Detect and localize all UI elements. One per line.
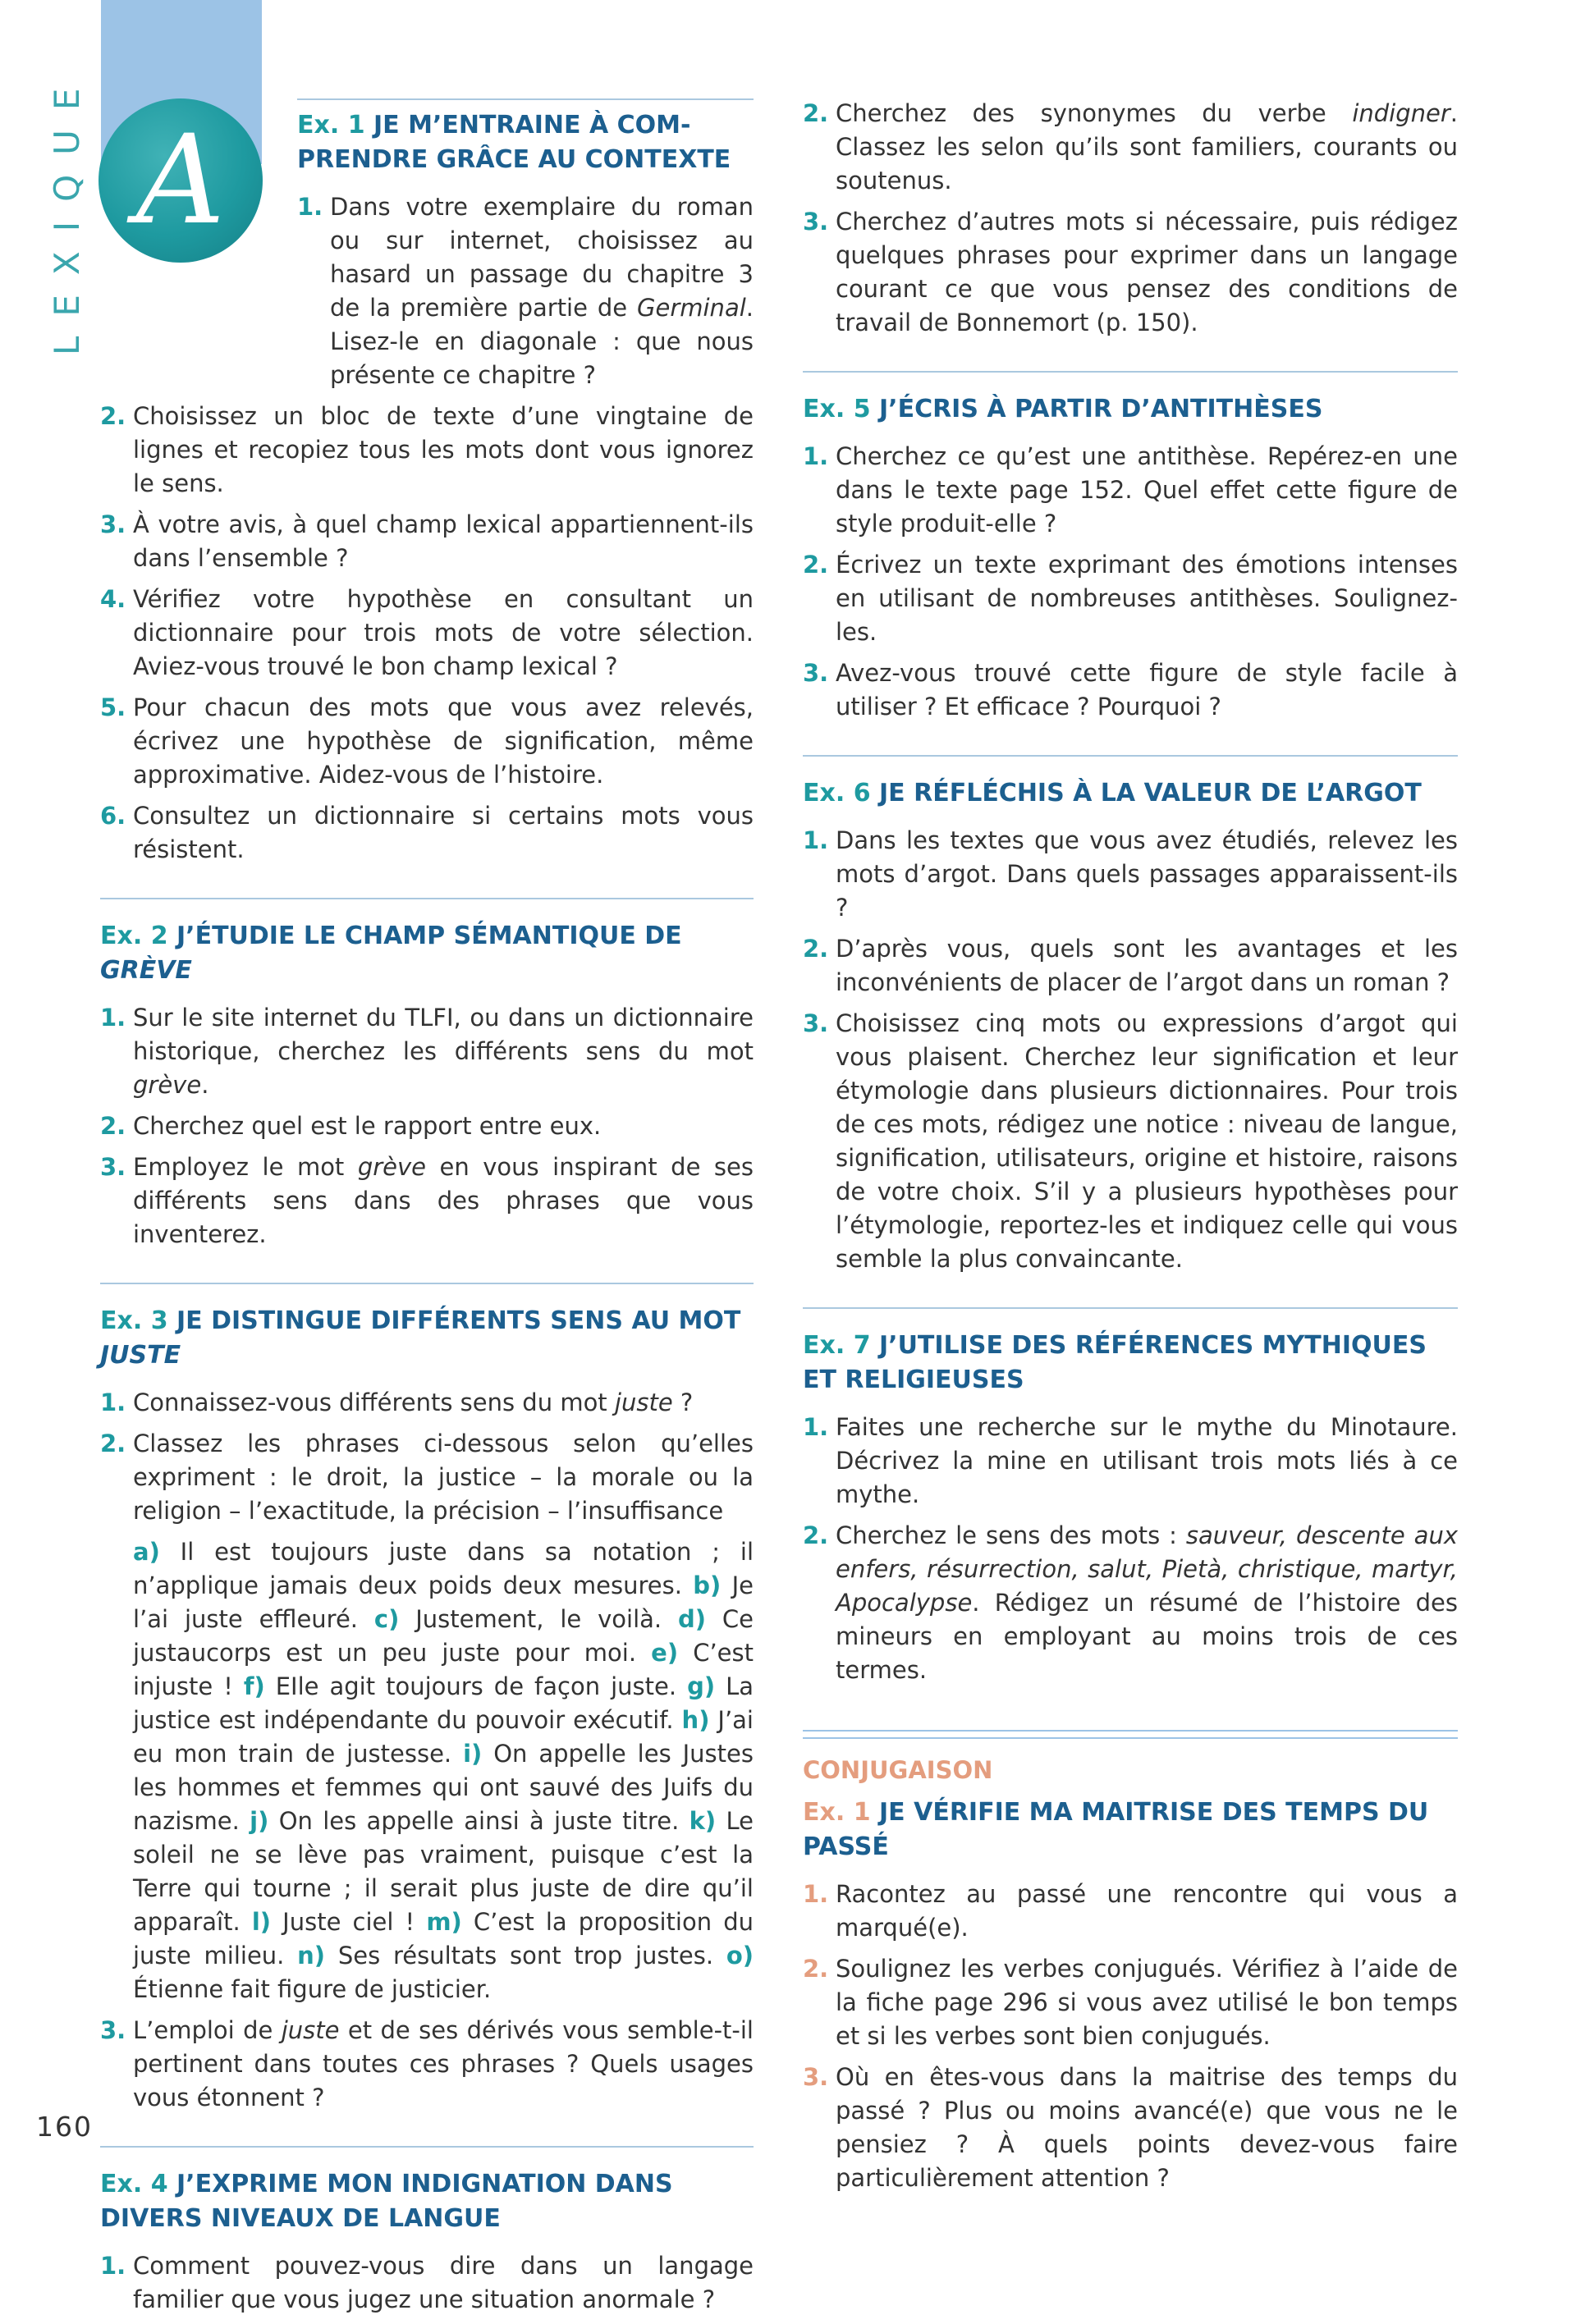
exercise-title-line1: J’UTILISE DES RÉFÉRENCES MYTHIQUES — [879, 1331, 1427, 1360]
exercise-title-text: J’ÉTUDIE LE CHAMP SÉMANTIQUE DE — [176, 922, 682, 950]
exercise-title — [100, 1304, 754, 1373]
list-item — [100, 1151, 754, 1251]
item-text: Comment pouvez-vous dire dans un langage familier que vous jugez une situation anormale ? — [133, 2252, 754, 2313]
list-item — [803, 1007, 1458, 1276]
list-item — [100, 508, 754, 575]
exercise-number: 4 — [150, 2170, 168, 2198]
exercise-6 — [803, 755, 1458, 1276]
item-text: Employez le mot — [133, 1153, 358, 1181]
exercise-rule — [803, 371, 1458, 373]
list-item — [100, 691, 754, 792]
sentence-key: l) — [251, 1908, 272, 1936]
exercise-title-text: J’EXPRIME MON INDIGNATION DANS DIVERS NIVEAUX DE LANGUE — [100, 2170, 673, 2233]
list-item — [100, 400, 754, 501]
exercise-1 — [297, 98, 754, 177]
item-text: Écrivez un texte exprimant des émotions intenses en utilisant de nombreuses antithèses. Soulignez-les. — [836, 551, 1458, 646]
right-column — [803, 97, 1458, 2203]
item-text: D’après vous, quels sont les avantages et les inconvénients de placer de l’argot dans un roman ? — [836, 935, 1458, 996]
exercise-7-list — [803, 1411, 1458, 1687]
item-text: Avez-vous trouvé cette figure de style facile à utiliser ? Et efficace ? Pourquoi ? — [836, 659, 1458, 721]
sentence-key: n) — [297, 1942, 326, 1969]
sentence-text: On les appelle ainsi à juste titre. — [268, 1807, 690, 1835]
exercise-5-list — [803, 440, 1458, 724]
exercise-title-text: JE DISTINGUE DIFFÉRENTS SENS AU MOT — [176, 1306, 741, 1335]
item-number: 6. — [100, 802, 126, 830]
sentence-text: Ses résultats sont trop justes. — [325, 1942, 726, 1969]
item-number: 3. — [803, 208, 829, 236]
list-item — [803, 97, 1458, 198]
item-text: ? — [672, 1388, 694, 1416]
item-number: 1. — [803, 1413, 829, 1441]
item-number: 1. — [803, 1880, 829, 1908]
item-text: . Classez les selon qu’ils sont familiers, courants ou soutenus. — [836, 99, 1458, 194]
item-text: en vous inspirant de ses différents sens dans des phrases que vous inventerez. — [133, 1153, 754, 1248]
item-text: Cherchez quel est le rapport entre eux. — [133, 1112, 602, 1140]
item-number: 2. — [100, 1430, 126, 1457]
list-item — [803, 1411, 1458, 1512]
item-italic: indigner — [1352, 99, 1450, 127]
item-text: Vérifiez votre hypothèse en consultant un dictionnaire pour trois mots de votre sélection. Aviez-vous trouvé le bon champ lexical ? — [133, 585, 754, 680]
exercise-prefix: Ex. — [803, 1798, 854, 1827]
sentence-text: C’est injuste ! — [133, 1639, 754, 1700]
item-text: Pour chacun des mots que vous avez relevés, écrivez une hypothèse de signification, même approximative. Aidez-vous de l’histoire. — [133, 693, 754, 789]
exercise-title-text: J’ÉCRIS À PARTIR D’ANTITHÈSES — [879, 395, 1323, 423]
item-text: Classez les phrases ci-dessous selon qu’elles expriment : le droit, la justice – la morale ou la religion – l’exactitude, la précision – l’insuffisance — [133, 1430, 754, 1525]
page-number: 160 — [36, 2111, 93, 2143]
list-item — [803, 824, 1458, 925]
exercise-5 — [803, 371, 1458, 724]
exercise-title — [100, 2167, 754, 2236]
exercise-prefix: Ex. — [100, 1306, 151, 1335]
exercise-prefix: Ex. — [297, 111, 348, 140]
double-rule — [803, 1730, 1458, 1739]
sentence-block — [133, 1535, 754, 2006]
sentence-text: Je l’ai juste effleuré. — [133, 1571, 754, 1633]
sentence-text: EIle agit toujours de façon juste. — [264, 1672, 688, 1700]
item-text: Cherchez des synonymes du verbe — [836, 99, 1353, 127]
exercise-number: 6 — [853, 779, 871, 807]
section-side-label: LEXIQUE — [47, 68, 87, 355]
sentence-key: h) — [681, 1706, 710, 1734]
item-text: Connaissez-vous différents sens du mot — [133, 1388, 615, 1416]
item-text: Dans votre exemplaire du roman ou sur internet, choisissez au hasard un passage du chapitre 3 de la première partie de — [330, 193, 754, 322]
item-text: . Rédigez un résumé de l’histoire des mineurs en employant au moins trois de ces termes. — [836, 1589, 1458, 1684]
sentence-text: Il est toujours juste dans sa notation ; il n’applique jamais deux poids deux mesures. — [133, 1538, 754, 1599]
sentence-key: g) — [687, 1672, 716, 1700]
exercise-2 — [100, 898, 754, 1251]
conjugaison-header — [803, 1730, 1458, 1787]
left-column — [100, 98, 754, 2324]
list-item — [100, 2249, 754, 2317]
exercise-rule — [100, 898, 754, 899]
sentence-text: Étienne fait figure de justicier. — [133, 1975, 492, 2003]
sentence-text: Juste ciel ! — [271, 1908, 427, 1936]
sentence-key: j) — [250, 1807, 269, 1835]
list-item — [803, 1519, 1458, 1687]
list-item — [803, 1952, 1458, 2053]
exercise-6-list — [803, 824, 1458, 1276]
exercise-rule — [100, 1283, 754, 1284]
item-number: 2. — [803, 935, 829, 963]
exercise-title-italic: JUSTE — [100, 1341, 181, 1370]
exercise-prefix: Ex. — [100, 2170, 151, 2198]
item-text: Cherchez le sens des mots : — [836, 1521, 1186, 1549]
exercise-number: 3 — [150, 1306, 168, 1335]
sentence-text: Justement, le voilà. — [399, 1605, 679, 1633]
item-text: Où en êtes-vous dans la maitrise des temps du passé ? Plus ou moins avancé(e) que vous ne le pensiez ? À quels points devez-vous faire particulièrement attention ? — [836, 2063, 1458, 2192]
exercise-title — [803, 1796, 1458, 1864]
exercise-rule — [100, 2146, 754, 2148]
list-item — [803, 548, 1458, 649]
exercise-3-list — [100, 1386, 754, 1528]
exercise-number: 2 — [150, 922, 168, 950]
sentence-key: k) — [689, 1807, 717, 1835]
item-text: Faites une recherche sur le mythe du Minotaure. Décrivez la mine en utilisant trois mots liés à ce mythe. — [836, 1413, 1458, 1508]
sentence-text: Ce justaucorps est un peu juste pour moi. — [133, 1605, 754, 1667]
item-number: 3. — [100, 1153, 126, 1181]
list-item — [803, 656, 1458, 724]
exercise-title — [100, 919, 754, 988]
list-item — [100, 1001, 754, 1102]
item-text: Cherchez d’autres mots si nécessaire, puis rédigez quelques phrases pour exprimer dans un langage courant ce que vous pensez des conditions de travail de Bonnemort (p. 150). — [836, 208, 1458, 336]
exercise-number: 7 — [853, 1331, 871, 1360]
list-item — [100, 1109, 754, 1143]
item-text: . — [201, 1071, 209, 1099]
item-text: Consultez un dictionnaire si certains mots vous résistent. — [133, 802, 754, 863]
list-item — [803, 1878, 1458, 1945]
item-number: 3. — [803, 659, 829, 687]
list-item — [100, 1427, 754, 1528]
conjugaison-section — [803, 1730, 1458, 2195]
item-text: Sur le site internet du TLFI, ou dans un dictionnaire historique, cherchez les différents sens du mot — [133, 1004, 754, 1065]
item-text: et de ses dérivés vous semble-t-il pertinent dans toutes ces phrases ? Quels usages vous étonnent ? — [133, 2016, 754, 2111]
exercise-4-list — [100, 2249, 754, 2317]
sentence-key: a) — [133, 1538, 160, 1566]
exercise-number: 1 — [347, 111, 365, 140]
list-item — [100, 2014, 754, 2115]
sentence-text: On appelle les Justes les hommes et femmes qui ont sauvé des Juifs du nazisme. — [133, 1740, 754, 1835]
item-number: 1. — [297, 193, 323, 221]
item-text: . Lisez-le en diagonale : que nous présente ce chapitre ? — [330, 294, 754, 389]
conjugaison-label: CONJUGAISON — [803, 1756, 993, 1784]
list-item — [803, 932, 1458, 1000]
list-item — [297, 190, 754, 392]
item-number: 2. — [803, 1955, 829, 1983]
exercise-title-text: JE VÉRIFIE MA MAITRISE DES TEMPS DU PASSÉ — [803, 1798, 1429, 1861]
exercise-4-list-cont — [803, 97, 1458, 340]
sentence-text: J’ai eu mon train de justesse. — [133, 1706, 754, 1768]
item-text: À votre avis, à quel champ lexical appartiennent-ils dans l’ensemble ? — [133, 510, 754, 572]
item-text: Choisissez un bloc de texte d’une vingtaine de lignes et recopiez tous les mots dont vous ignorez le sens. — [133, 402, 754, 497]
exercise-7 — [803, 1307, 1458, 1687]
item-number: 1. — [100, 2252, 126, 2280]
sentence-key: m) — [426, 1908, 462, 1936]
item-number: 2. — [803, 99, 829, 127]
item-number: 1. — [803, 826, 829, 854]
exercise-rule — [803, 755, 1458, 757]
exercise-title — [803, 776, 1458, 811]
sentence-key: e) — [651, 1639, 679, 1667]
exercise-rule — [803, 1307, 1458, 1309]
item-italic: grève — [357, 1153, 427, 1181]
exercise-prefix: Ex. — [803, 779, 854, 807]
sentence-key: d) — [678, 1605, 707, 1633]
sentence-key: c) — [373, 1605, 400, 1633]
sentence-key: f) — [243, 1672, 265, 1700]
exercise-1-list — [100, 190, 754, 867]
exercise-3-list-end — [100, 2014, 754, 2115]
sentence-text: Le soleil ne se lève pas vraiment, puisque c’est la Terre qui tourne ; il serait plus juste de dire qu’il apparaît. — [133, 1807, 754, 1936]
sentence-text: C’est la proposition du juste milieu. — [133, 1908, 754, 1969]
item-number: 3. — [803, 1009, 829, 1037]
item-number: 3. — [100, 510, 126, 538]
exercise-title-italic: GRÈVE — [100, 956, 192, 985]
item-number: 4. — [100, 585, 126, 613]
item-number: 2. — [100, 1112, 126, 1140]
item-number: 5. — [100, 693, 126, 721]
exercise-4 — [100, 2146, 754, 2317]
exercise-title-text: JE RÉFLÉCHIS À LA VALEUR DE L’ARGOT — [879, 779, 1422, 807]
exercise-title-line1: JE M’ENTRAINE À COM- — [373, 111, 691, 140]
item-number: 1. — [100, 1004, 126, 1032]
item-italic: juste — [281, 2016, 340, 2044]
item-italic: Germinal — [637, 294, 746, 322]
exercise-prefix: Ex. — [803, 395, 854, 423]
item-text: Choisissez cinq mots ou expressions d’argot qui vous plaisent. Cherchez leur signification et leur étymologie dans plusieurs dictionnaires. Pour trois de ces mots, rédigez une notice : niveau de langue, signification, utilisateurs, origine et histoire, raisons de votre choix. S’il y a plusieurs hypothèses pour l’étymologie, reportez-les et indiquez celle qui vous semble la plus convaincante. — [836, 1009, 1458, 1273]
exercise-title-line2: ET RELIGIEUSES — [803, 1366, 1024, 1394]
list-item — [803, 205, 1458, 340]
item-number: 1. — [803, 442, 829, 470]
exercise-prefix: Ex. — [100, 922, 151, 950]
item-text: Cherchez ce qu’est une antithèse. Repérez-en une dans le texte page 152. Quel effet cette figure de style produit-elle ? — [836, 442, 1458, 538]
list-item — [100, 799, 754, 867]
sentence-key: o) — [726, 1942, 754, 1969]
exercise-3 — [100, 1283, 754, 2115]
exercise-title — [803, 1329, 1458, 1398]
sentence-text: La justice est indépendante du pouvoir exécutif. — [133, 1672, 754, 1734]
item-italic: sauveur, descente aux enfers, résurrection, salut, Pietà, christique, martyr, Apocalypse — [836, 1521, 1458, 1617]
exercise-number: 5 — [853, 395, 871, 423]
exercise-title-line2: PRENDRE GRÂCE AU CONTEXTE — [297, 145, 731, 174]
exercise-2-list — [100, 1001, 754, 1251]
conjugaison-list — [803, 1878, 1458, 2195]
item-number: 1. — [100, 1388, 126, 1416]
sentence-key: b) — [693, 1571, 722, 1599]
item-number: 2. — [803, 1521, 829, 1549]
exercise-number: 1 — [853, 1798, 871, 1827]
item-italic: grève — [133, 1071, 202, 1099]
item-number: 2. — [100, 402, 126, 430]
list-item — [100, 1386, 754, 1420]
item-text: L’emploi de — [133, 2016, 282, 2044]
exercise-title — [803, 392, 1458, 427]
item-italic: juste — [614, 1388, 673, 1416]
exercise-rule — [297, 98, 754, 100]
exercise-title — [297, 108, 754, 177]
item-text: Racontez au passé une rencontre qui vous a marqué(e). — [836, 1880, 1458, 1942]
item-text: Soulignez les verbes conjugués. Vérifiez à l’aide de la fiche page 296 si vous avez utilisé le bon temps et si les verbes sont bien conjugués. — [836, 1955, 1458, 2050]
list-item — [100, 583, 754, 684]
item-text: Dans les textes que vous avez étudiés, relevez les mots d’argot. Dans quels passages apparaissent-ils ? — [836, 826, 1458, 922]
item-number: 3. — [100, 2016, 126, 2044]
item-number: 3. — [803, 2063, 829, 2091]
sentence-key: i) — [463, 1740, 483, 1768]
list-item — [803, 2061, 1458, 2195]
badge-letter: A — [135, 109, 226, 252]
list-item — [803, 440, 1458, 541]
exercise-prefix: Ex. — [803, 1331, 854, 1360]
item-number: 2. — [803, 551, 829, 579]
